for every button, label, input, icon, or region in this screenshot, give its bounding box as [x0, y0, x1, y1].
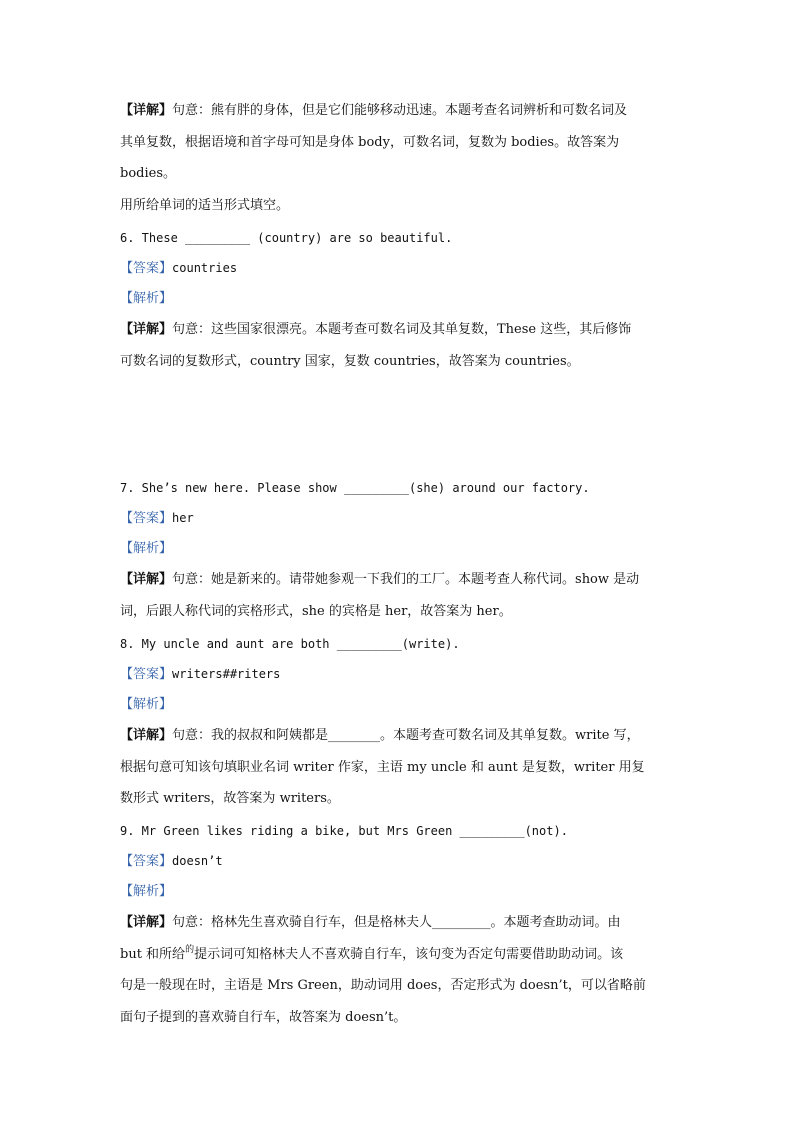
q9-detail-text-2a: but 和所给 — [120, 947, 186, 962]
section-heading: 用所给单词的适当形式填空。 — [120, 198, 290, 213]
q8-answer-line — [120, 664, 680, 685]
q9-detail-superscript: 的 — [185, 945, 195, 955]
q7-answer: her — [172, 511, 194, 525]
q7-analysis-tag: 【解析】 — [120, 541, 173, 556]
q9-detail-text-1: 句意：格林先生喜欢骑自行车，但是格林夫人_________。本题考查助动词。由 — [172, 915, 621, 930]
q9-detail-line-1 — [120, 913, 680, 933]
q8-detail-text-1: 句意：我的叔叔和阿姨都是________。本题考查可数名词及其单复数。write 写， — [172, 728, 640, 743]
q6-answer-line — [120, 258, 680, 279]
detail-tag: 【详解】 — [120, 572, 173, 587]
q8-detail-line-2: 根据句意可知该句填职业名词 writer 作家，主语 my uncle 和 aunt 是复数，writer 用复 — [120, 760, 645, 775]
q7-answer-line — [120, 508, 680, 529]
answer-tag: 【答案】 — [120, 854, 173, 869]
q8-detail-line-1 — [120, 726, 680, 746]
q9-detail-line-3: 句是一般现在时，主语是 Mrs Green，助动词用 does，否定形式为 doesn’t，可以省略前 — [120, 978, 646, 993]
q8-analysis-tag: 【解析】 — [120, 697, 173, 712]
q5-detail-line-3: bodies。 — [120, 166, 176, 181]
q9-answer: doesn’t — [172, 854, 223, 868]
q6-detail-line-2: 可数名词的复数形式，country 国家，复数 countries，故答案为 countries。 — [120, 354, 580, 369]
q9-question: 9. Mr Green likes riding a bike, but Mrs Green _________(not). — [120, 824, 568, 838]
q9-detail-text-2b: 提示词可知格林夫人不喜欢骑自行车，该句变为否定句需要借助助动词。该 — [194, 947, 624, 962]
detail-tag: 【详解】 — [120, 103, 173, 118]
detail-tag: 【详解】 — [120, 728, 173, 743]
q8-answer: writers##riters — [172, 667, 281, 681]
q9-answer-line — [120, 851, 680, 872]
q6-analysis-tag: 【解析】 — [120, 291, 173, 306]
q8-detail-line-3: 数形式 writers，故答案为 writers。 — [120, 791, 340, 806]
q6-detail-text-1: 句意：这些国家很漂亮。本题考查可数名词及其单复数，These 这些，其后修饰 — [172, 322, 632, 337]
q6-answer: countries — [172, 261, 238, 275]
q7-detail-line-1 — [120, 570, 680, 590]
q8-question: 8. My uncle and aunt are both _________(write). — [120, 637, 460, 651]
q5-detail-line-2: 其单复数，根据语境和首字母可知是身体 body，可数名词，复数为 bodies。故答案为 — [120, 135, 620, 150]
answer-tag: 【答案】 — [120, 511, 173, 526]
q6-detail-line-1 — [120, 320, 680, 340]
q9-detail-line-2 — [120, 945, 680, 966]
q9-analysis-tag: 【解析】 — [120, 884, 173, 899]
detail-tag: 【详解】 — [120, 915, 173, 930]
q7-detail-text-1: 句意：她是新来的。请带她参观一下我们的工厂。本题考查人称代词。show 是动 — [172, 572, 640, 587]
q6-question: 6. These _________ (country) are so beautiful. — [120, 231, 453, 245]
q7-detail-line-2: 词，后跟人称代词的宾格形式，she 的宾格是 her，故答案为 her。 — [120, 604, 512, 619]
q5-detail-text-1: 句意：熊有胖的身体，但是它们能够移动迅速。本题考查名词辨析和可数名词及 — [172, 103, 628, 118]
q5-detail-line-1 — [120, 101, 680, 121]
answer-tag: 【答案】 — [120, 667, 173, 682]
answer-tag: 【答案】 — [120, 261, 173, 276]
q9-detail-line-4: 面句子提到的喜欢骑自行车，故答案为 doesn’t。 — [120, 1010, 407, 1025]
detail-tag: 【详解】 — [120, 322, 173, 337]
q7-question: 7. She’s new here. Please show _________(she) around our factory. — [120, 481, 590, 495]
